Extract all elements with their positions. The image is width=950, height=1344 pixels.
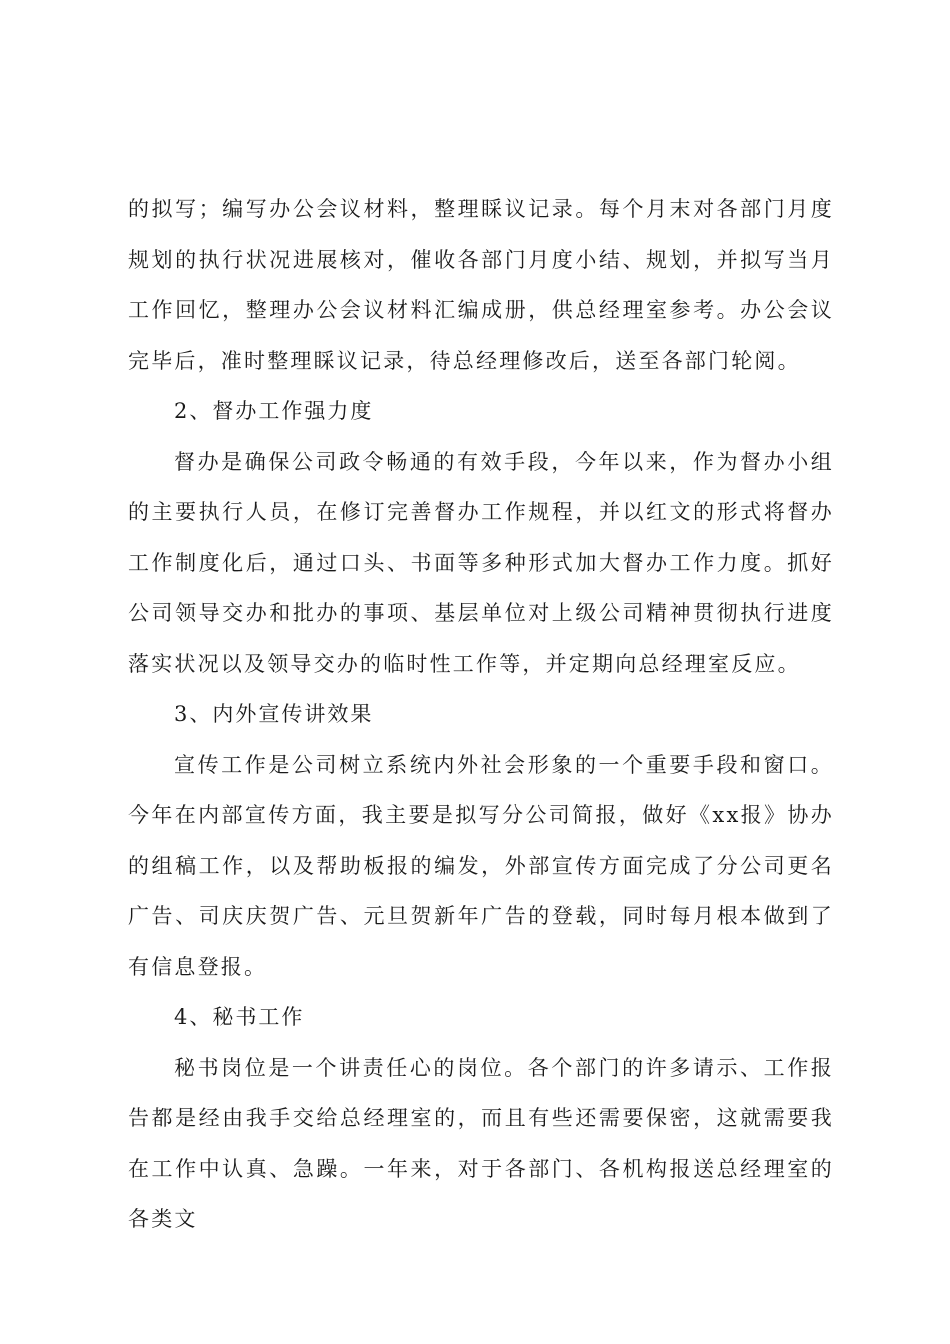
paragraph-meeting-minutes: 的拟写；编写办公会议材料，整理睬议记录。每个月末对各部门月度规划的执行状况进展核对，催收各部门月度小结、规划，并拟写当月工作回忆，整理办公会议材料汇编成册，供总经理室参考。办公会议完毕后，准时整理睬议记录，待总经理修改后，送至各部门轮阅。: [128, 197, 834, 373]
section-heading-supervision: 2、督办工作强力度: [174, 399, 374, 423]
document-body: [128, 184, 834, 1245]
section-heading-secretary: 4、秘书工作: [174, 1005, 305, 1029]
paragraph-publicity: 宣传工作是公司树立系统内外社会形象的一个重要手段和窗口。今年在内部宣传方面，我主要是拟写分公司简报，做好《xx报》协办的组稿工作，以及帮助板报的编发，外部宣传方面完成了分公司更名广告、司庆庆贺广告、元旦贺新年广告的登载，同时每月根本做到了有信息登报。: [128, 752, 834, 979]
paragraph-supervision: 督办是确保公司政令畅通的有效手段，今年以来，作为督办小组的主要执行人员，在修订完善督办工作规程，并以红文的形式将督办工作制度化后，通过口头、书面等多种形式加大督办工作力度。抓好公司领导交办和批办的事项、基层单位对上级公司精神贯彻执行进度落实状况以及领导交办的临时性工作等，并定期向总经理室反应。: [128, 449, 834, 676]
paragraph-secretary: 秘书岗位是一个讲责任心的岗位。各个部门的许多请示、工作报告都是经由我手交给总经理室的，而且有些还需要保密，这就需要我在工作中认真、急躁。一年来，对于各部门、各机构报送总经理室的各类文: [128, 1055, 834, 1231]
section-heading-publicity: 3、内外宣传讲效果: [174, 702, 374, 726]
